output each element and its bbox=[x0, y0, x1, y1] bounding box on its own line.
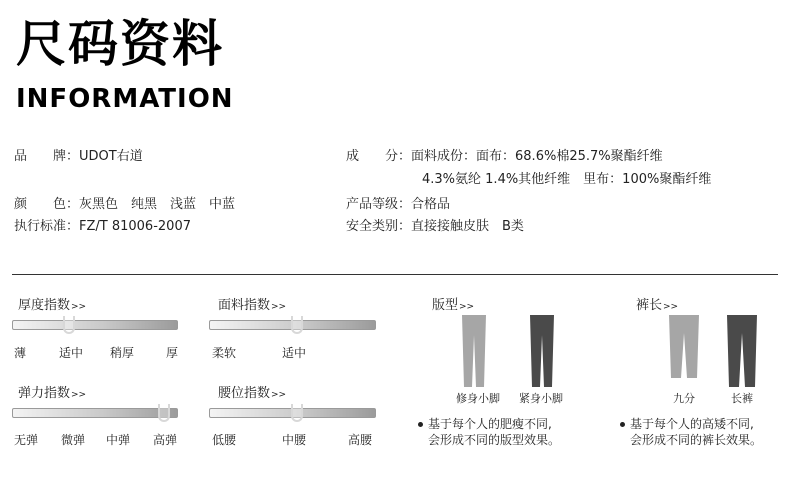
fit-note-line1: 基于每个人的肥瘦不同, bbox=[418, 416, 552, 432]
thickness-label-0: 薄 bbox=[14, 346, 27, 360]
waist-label-0: 低腰 bbox=[212, 433, 237, 447]
composition-label: 成 分： bbox=[346, 149, 412, 164]
page-title: 尺码资料 bbox=[16, 15, 224, 73]
bullet-icon bbox=[418, 422, 423, 427]
fit-option-1: 紧身小脚 bbox=[519, 392, 563, 405]
grade-value: 合格品 bbox=[411, 197, 451, 212]
length-option-1: 长裤 bbox=[731, 392, 753, 405]
color-label: 颜 色： bbox=[14, 197, 80, 212]
fabric-label-1: 适中 bbox=[282, 346, 307, 360]
elasticity-label-1: 微弹 bbox=[61, 433, 86, 447]
thickness-bar bbox=[12, 320, 178, 330]
fit-option-0: 修身小脚 bbox=[456, 392, 500, 405]
fit-title: 版型>> bbox=[432, 298, 475, 313]
length-option-0: 九分 bbox=[673, 392, 695, 405]
length-note-line2: 会形成不同的裤长效果。 bbox=[630, 433, 763, 447]
fabric-title: 面料指数>> bbox=[218, 298, 287, 313]
thickness-label-1: 适中 bbox=[59, 346, 84, 360]
elasticity-label-0: 无弹 bbox=[14, 433, 39, 447]
color-row bbox=[14, 196, 235, 214]
skinny-fit-pants-icon bbox=[530, 315, 554, 387]
safety-value: 直接接触皮肤 B类 bbox=[411, 219, 524, 234]
fabric-label-0: 柔软 bbox=[212, 346, 237, 360]
color-value: 灰黑色 纯黑 浅蓝 中蓝 bbox=[79, 197, 236, 212]
waist-marker bbox=[291, 404, 303, 422]
elasticity-label-2: 中弹 bbox=[106, 433, 131, 447]
fit-note-line2: 会形成不同的版型效果。 bbox=[428, 433, 561, 447]
safety-label: 安全类别： bbox=[346, 219, 412, 234]
elasticity-label-3: 高弹 bbox=[153, 433, 178, 447]
grade-label: 产品等级： bbox=[346, 197, 412, 212]
fabric-marker bbox=[291, 316, 303, 334]
waist-title: 腰位指数>> bbox=[218, 386, 287, 401]
thickness-label-3: 厚 bbox=[166, 346, 179, 360]
composition-line1: 面料成份：面布：68.6%棉25.7%聚酯纤维 bbox=[411, 149, 663, 164]
safety-row bbox=[346, 218, 524, 236]
elasticity-title: 弹力指数>> bbox=[18, 386, 87, 401]
standard-label: 执行标准： bbox=[14, 219, 80, 234]
elasticity-marker bbox=[158, 404, 170, 422]
long-pants-icon bbox=[727, 315, 757, 387]
waist-label-2: 高腰 bbox=[348, 433, 373, 447]
slim-fit-pants-icon bbox=[462, 315, 486, 387]
brand-row bbox=[14, 148, 143, 166]
waist-bar bbox=[209, 408, 376, 418]
thickness-label-2: 稍厚 bbox=[110, 346, 135, 360]
brand-label: 品 牌： bbox=[14, 149, 80, 164]
standard-row bbox=[14, 218, 191, 236]
cropped-pants-icon bbox=[669, 315, 699, 378]
bullet-icon bbox=[620, 422, 625, 427]
brand-value: UDOT右道 bbox=[79, 149, 143, 164]
elasticity-bar bbox=[12, 408, 178, 418]
waist-label-1: 中腰 bbox=[282, 433, 307, 447]
composition-line2: 4.3%氨纶 1.4%其他纤维 里布：100%聚酯纤维 bbox=[422, 172, 712, 187]
fabric-bar bbox=[209, 320, 376, 330]
composition-row bbox=[346, 148, 663, 166]
length-title: 裤长>> bbox=[636, 298, 679, 313]
thickness-title: 厚度指数>> bbox=[18, 298, 87, 313]
section-divider bbox=[12, 274, 778, 275]
length-note-line1: 基于每个人的高矮不同, bbox=[620, 416, 754, 432]
thickness-marker bbox=[63, 316, 75, 334]
grade-row bbox=[346, 196, 450, 214]
page-subtitle: INFORMATION bbox=[16, 84, 234, 114]
standard-value: FZ/T 81006-2007 bbox=[79, 219, 191, 234]
